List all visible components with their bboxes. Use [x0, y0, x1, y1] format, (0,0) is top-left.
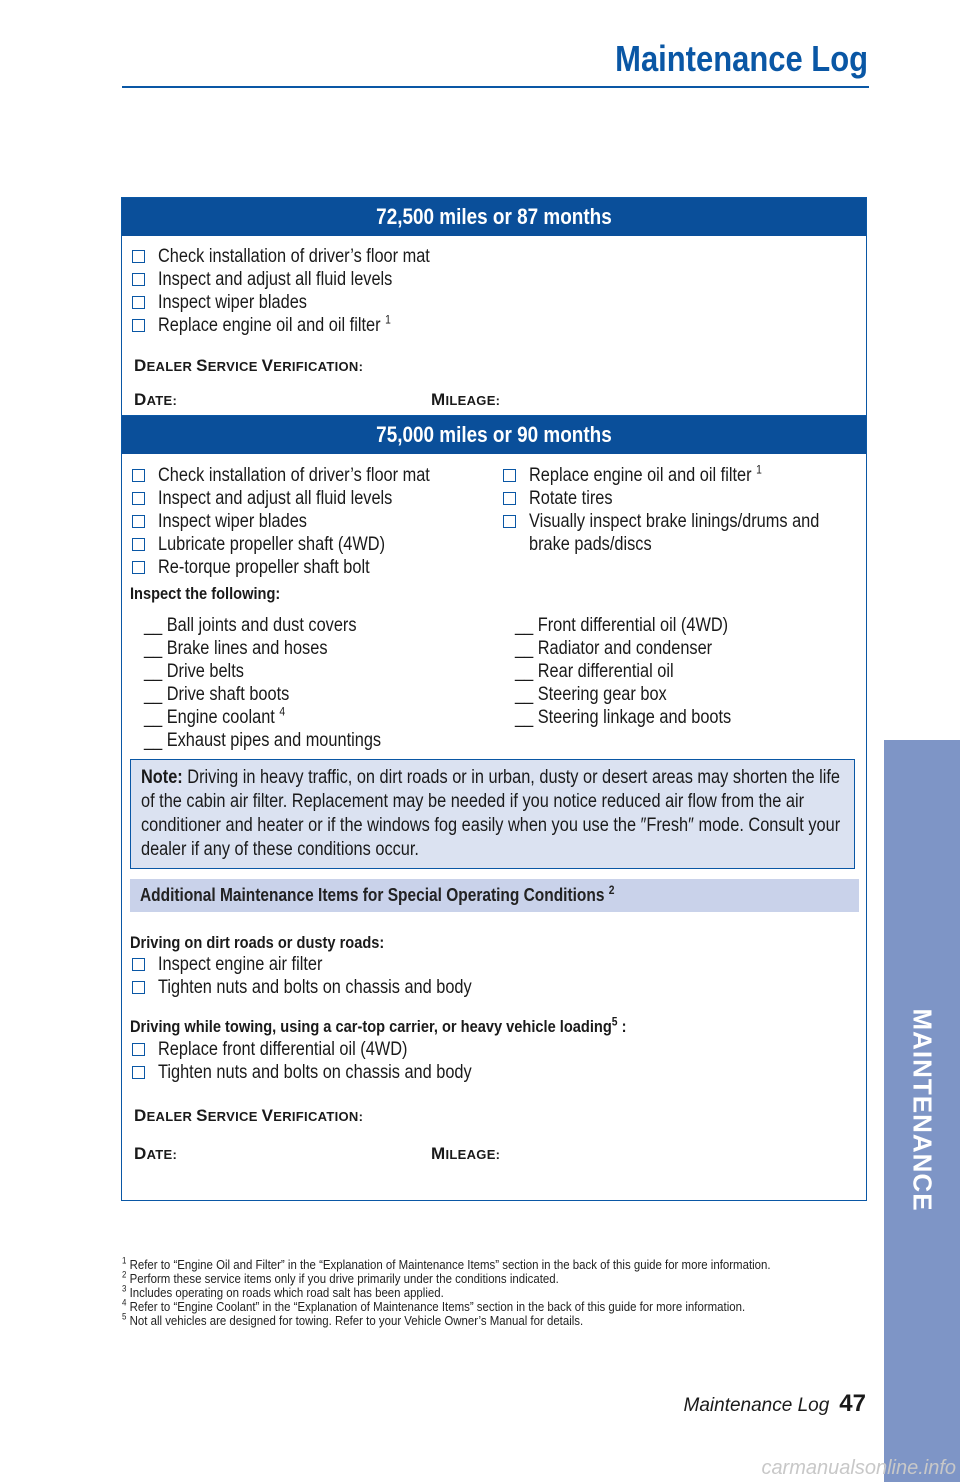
footnote: $^3$ Includes operating on roads which road salt has been applied.	[122, 1283, 444, 1300]
list-item[interactable]: Re-torque propeller shaft bolt	[132, 556, 474, 579]
checkbox-icon[interactable]	[132, 981, 145, 994]
checklist-right	[503, 464, 867, 556]
list-item[interactable]: Inspect and adjust all fluid levels	[132, 268, 474, 291]
footnote: $^2$ Perform these service items only if you drive primarily under the conditions indicated.	[122, 1269, 559, 1286]
footnote: $^4$ Refer to “Engine Coolant” in the “Explanation of Maintenance Items” section in the back of this guide for more information.	[122, 1297, 746, 1314]
list-item: __ Engine coolant $^4$	[144, 704, 286, 728]
list-item[interactable]: Inspect engine air filter	[132, 953, 523, 976]
list-item: __ Exhaust pipes and mountings	[144, 730, 382, 751]
list-item-continuation: brake pads/discs	[529, 534, 652, 555]
checkbox-icon[interactable]	[132, 561, 145, 574]
list-item[interactable]: Visually inspect brake linings/drums and	[503, 510, 867, 533]
date-field[interactable]: DATE:	[134, 1144, 178, 1163]
note-box	[130, 759, 855, 869]
list-item[interactable]: Check installation of driver’s floor mat	[132, 245, 474, 268]
note-text: Driving in heavy traffic, on dirt roads or in urban, dusty or desert areas may shorten the life of the cabin air filter. Replacement may be needed if you notice reduced air flow from the air conditioner and heater or if the windows fog easily when you use the ″Fresh″ mode. Consult your dealer if any of these conditions occur.	[141, 767, 841, 860]
footnote: $^1$ Refer to “Engine Oil and Filter” in the “Explanation of Maintenance Items” section in the back of this guide for more information.	[122, 1255, 771, 1272]
checkbox-icon[interactable]	[132, 538, 145, 551]
list-item: __ Steering gear box	[515, 684, 667, 705]
watermark: carmanualsonline.info	[761, 1457, 956, 1479]
date-field[interactable]: DATE:	[134, 390, 178, 409]
service-box-75000	[121, 415, 867, 1201]
footer-section: Maintenance Log	[683, 1395, 830, 1416]
dealer-service-verification: DEALER SERVICE VERIFICATION:	[134, 1106, 364, 1125]
checklist	[132, 245, 474, 337]
inspect-list-right	[515, 614, 766, 729]
section-tab[interactable]	[884, 740, 960, 1482]
dealer-service-verification: DEALER SERVICE VERIFICATION:	[134, 356, 364, 375]
list-item[interactable]: Inspect and adjust all fluid levels	[132, 487, 474, 510]
checkbox-icon[interactable]	[503, 469, 516, 482]
checkbox-icon[interactable]	[503, 515, 516, 528]
list-item[interactable]: Replace engine oil and oil filter $^1$	[503, 464, 867, 487]
page-footer	[684, 1390, 866, 1418]
box-heading: 72,500 miles or 87 months	[122, 198, 866, 236]
list-item: __ Drive belts	[144, 661, 244, 682]
checkbox-icon[interactable]	[132, 319, 145, 332]
list-item[interactable]: Replace front differential oil (4WD)	[132, 1038, 523, 1061]
checkbox-icon[interactable]	[132, 1043, 145, 1056]
list-item: __ Ball joints and dust covers	[144, 615, 357, 636]
list-item[interactable]: Check installation of driver’s floor mat	[132, 464, 474, 487]
list-item: __ Brake lines and hoses	[144, 638, 328, 659]
list-item: __ Drive shaft boots	[144, 684, 290, 705]
note-label: Note:	[141, 767, 183, 788]
list-item: __ Front differential oil (4WD)	[515, 615, 729, 636]
list-item[interactable]: Lubricate propeller shaft (4WD)	[132, 533, 474, 556]
inspect-label: Inspect the following:	[130, 584, 281, 603]
list-item[interactable]: Inspect wiper blades	[132, 291, 474, 314]
service-box-72500	[121, 197, 867, 417]
checkbox-icon[interactable]	[132, 958, 145, 971]
checkbox-icon[interactable]	[132, 250, 145, 263]
box-heading: 75,000 miles or 90 months	[122, 416, 866, 454]
list-item[interactable]: Replace engine oil and oil filter $^1$	[132, 314, 474, 337]
footnotes	[122, 1255, 862, 1328]
additional-maintenance-heading: Additional Maintenance Items for Special Operating Conditions $^2$	[130, 879, 859, 912]
checklist-left	[132, 464, 474, 579]
page-number: 47	[839, 1390, 866, 1417]
checkbox-icon[interactable]	[503, 492, 516, 505]
title-rule	[122, 86, 869, 88]
list-item: __ Radiator and condenser	[515, 638, 713, 659]
towing-checklist	[132, 1038, 523, 1084]
towing-label: Driving while towing, using a car-top carrier, or heavy vehicle loading$^5$ :	[130, 1014, 627, 1036]
mileage-field[interactable]: MILEAGE:	[431, 390, 501, 409]
checkbox-icon[interactable]	[132, 515, 145, 528]
list-item: __ Rear differential oil	[515, 661, 674, 682]
list-item[interactable]: Tighten nuts and bolts on chassis and body	[132, 976, 523, 999]
list-item: __ Steering linkage and boots	[515, 707, 732, 728]
checkbox-icon[interactable]	[132, 273, 145, 286]
checkbox-icon[interactable]	[132, 469, 145, 482]
section-tab-label: MAINTENANCE	[907, 1008, 938, 1212]
checkbox-icon[interactable]	[132, 492, 145, 505]
dirt-roads-label: Driving on dirt roads or dusty roads:	[130, 933, 385, 952]
checkbox-icon[interactable]	[132, 296, 145, 309]
footnote: $^5$ Not all vehicles are designed for towing. Refer to your Vehicle Owner’s Manual for details.	[122, 1311, 584, 1328]
list-item[interactable]: Rotate tires	[503, 487, 867, 510]
inspect-list-left	[144, 614, 420, 752]
list-item[interactable]: Inspect wiper blades	[132, 510, 474, 533]
mileage-field[interactable]: MILEAGE:	[431, 1144, 501, 1163]
checkbox-icon[interactable]	[132, 1066, 145, 1079]
page-title: Maintenance Log	[615, 38, 868, 79]
dirt-roads-checklist	[132, 953, 523, 999]
list-item[interactable]: Tighten nuts and bolts on chassis and body	[132, 1061, 523, 1084]
